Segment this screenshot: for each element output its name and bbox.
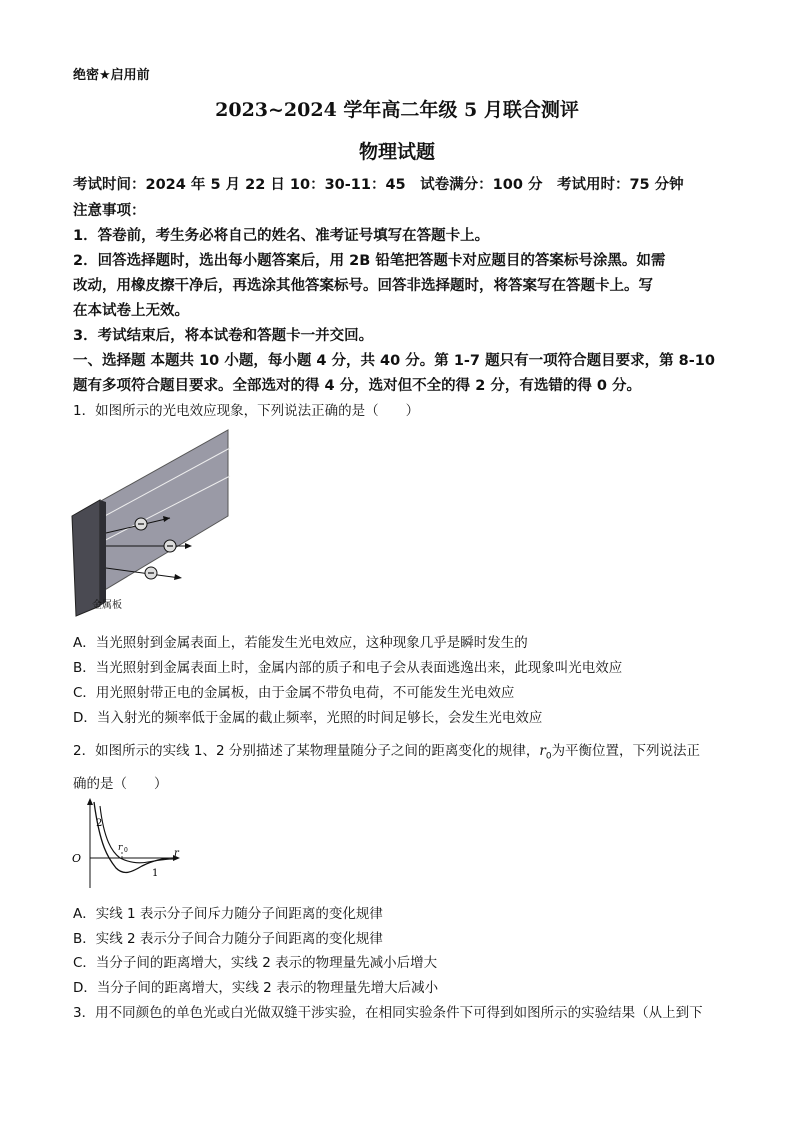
section-heading-cont: 题有多项符合题目要求。全部选对的得 4 分，选对但不全的得 2 分，有选错的得 0 分。 bbox=[73, 378, 642, 394]
q1-option-a: A．当光照射到金属表面上，若能发生光电效应，这种现象几乎是瞬时发生的 bbox=[73, 635, 528, 651]
r0-label: r bbox=[118, 843, 123, 853]
r0-label-sub: 0 bbox=[124, 847, 128, 854]
curve-1-label: 1 bbox=[152, 868, 159, 879]
question-3-stem: 3．用不同颜色的单色光或白光做双缝干涉实验，在相同实验条件下可得到如图所示的实验结果（从上到下 bbox=[73, 1005, 703, 1021]
arrow-icon bbox=[174, 574, 182, 580]
r0-symbol: r bbox=[539, 743, 546, 759]
section-heading: 一、选择题 本题共 10 小题，每小题 4 分，共 40 分。第 1-7 题只有一项符合题目要求，第 8-10 bbox=[73, 353, 715, 369]
question-1-stem: 1．如图所示的光电效应现象，下列说法正确的是（ ） bbox=[73, 403, 420, 419]
curve-2-label: 2 bbox=[96, 818, 103, 829]
r-axis-label: r bbox=[174, 848, 179, 859]
subject-title: 物理试题 bbox=[358, 141, 435, 163]
arrow-icon bbox=[185, 543, 192, 549]
q2-option-b: B．实线 2 表示分子间合力随分子间距离的变化规律 bbox=[73, 931, 383, 947]
question-2-stem-start: 2．如图所示的实线 1、2 分别描述了某物理量随分子之间的距离变化的规律， bbox=[73, 743, 540, 759]
curve-1 bbox=[100, 806, 174, 863]
photoelectric-figure bbox=[70, 428, 235, 618]
note-item: 在本试卷上无效。 bbox=[73, 303, 189, 319]
question-2-stem-line2: 确的是（ ） bbox=[73, 776, 168, 792]
exam-info: 考试时间：2024 年 5 月 22 日 10：30-11：45 试卷满分：100 分 考试用时：75 分钟 bbox=[73, 177, 684, 193]
note-item: 1．答卷前，考生务必将自己的姓名、准考证号填写在答题卡上。 bbox=[73, 228, 490, 244]
notes-heading: 注意事项： bbox=[73, 203, 146, 219]
q2-option-a: A．实线 1 表示分子间斥力随分子间距离的变化规律 bbox=[73, 906, 383, 922]
q2-option-c: C．当分子间的距离增大，实线 2 表示的物理量先减小后增大 bbox=[73, 955, 438, 971]
q2-option-d: D．当分子间的距离增大，实线 2 表示的物理量先增大后减小 bbox=[73, 980, 439, 996]
metal-plate bbox=[72, 500, 100, 616]
q1-option-b: B．当光照射到金属表面上时，金属内部的质子和电子会从表面逃逸出来，此现象叫光电效应 bbox=[73, 660, 623, 676]
metal-plate-edge bbox=[100, 500, 106, 606]
metal-plate-label: 金属板 bbox=[92, 600, 122, 611]
exam-title: 2023~2024 学年高二年级 5 月联合测评 bbox=[215, 99, 579, 121]
question-2-stem bbox=[73, 739, 700, 762]
note-item: 改动，用橡皮擦干净后，再选涂其他答案标号。回答非选择题时，将答案写在答题卡上。写 bbox=[73, 278, 653, 294]
r0-subscript: 0 bbox=[545, 751, 552, 762]
molecular-force-graph bbox=[70, 796, 190, 891]
q1-option-d: D．当入射光的频率低于金属的截止频率，光照的时间足够长，会发生光电效应 bbox=[73, 710, 543, 726]
secret-label: 绝密★启用前 bbox=[73, 68, 150, 83]
y-axis-arrow-icon bbox=[87, 798, 93, 805]
question-2-stem-end: 为平衡位置，下列说法正 bbox=[551, 743, 701, 759]
note-item: 2．回答选择题时，选出每小题答案后，用 2B 铅笔把答题卡对应题目的答案标号涂黑。如需 bbox=[73, 253, 666, 269]
q1-option-c: C．用光照射带正电的金属板，由于金属不带负电荷，不可能发生光电效应 bbox=[73, 685, 515, 701]
origin-label: O bbox=[72, 852, 82, 865]
note-item: 3．考试结束后，将本试卷和答题卡一并交回。 bbox=[73, 328, 374, 344]
